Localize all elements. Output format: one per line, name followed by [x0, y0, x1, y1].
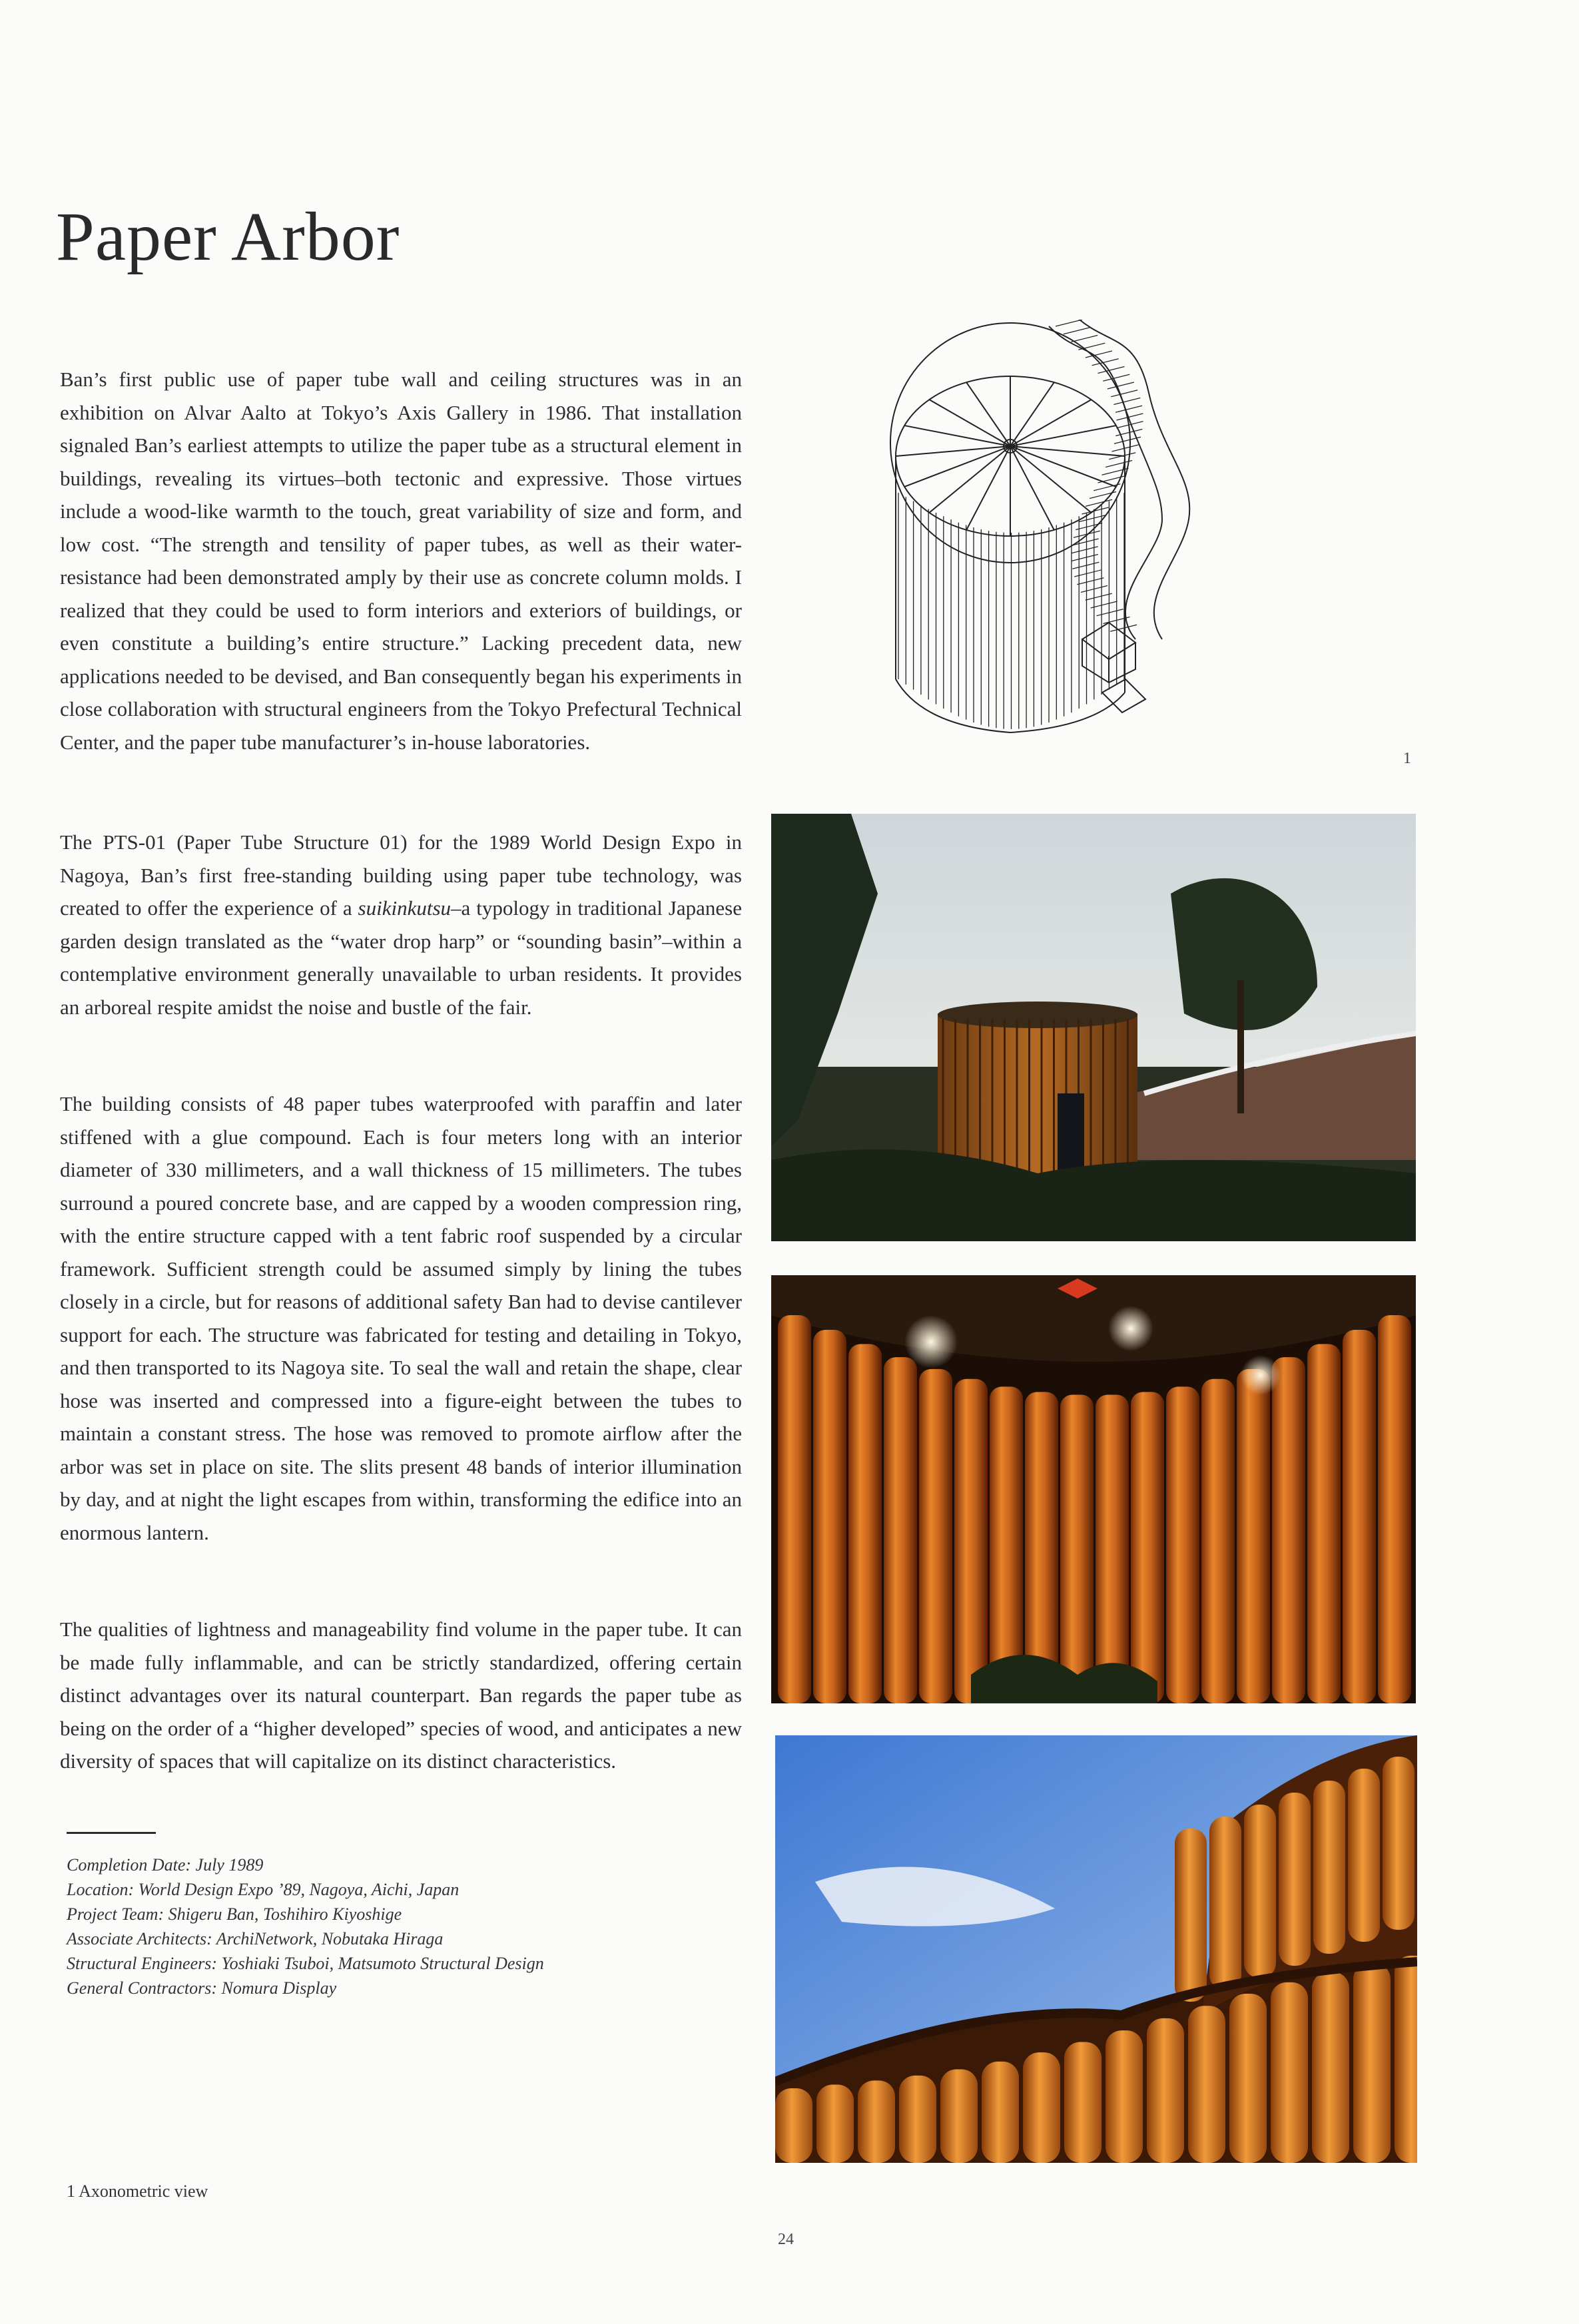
credits-divider: [67, 1832, 156, 1834]
axonometric-drawing: [882, 320, 1309, 779]
figure-caption: 1 Axonometric view: [67, 2181, 208, 2201]
paragraph-text: Ban’s first public use of paper tube wall and ceiling structures was in an exhibition on Alvar Aalto at Tokyo’s Axis Gallery in 1986. That installation signaled Ban’s earliest attempts to utilize the paper tube as a structural element in buildings, revealing its virtues–both tectonic and expressive. Those virtues include a wood-like warmth to the touch, great variability of size and form, and low cost. “The strength and tensility of paper tubes, as well as their water-resistance had been demonstrated amply by their use as concrete column molds. I realized that they could be used to form interiors and exteriors of buildings, or even constitute a building’s entire structure.” Lacking precedent data, new applications needed to be devised, and Ban consequently began his experiments in close collaboration with structural engineers from the Tokyo Prefectural Technical Center, and the paper tube manufacturer’s in-house laboratories.: [60, 368, 742, 754]
body-paragraph-2: [60, 826, 742, 1023]
credit-completion-date: Completion Date: July 1989: [67, 1855, 264, 1875]
photo-tubes-against-sky: [775, 1735, 1417, 2163]
body-paragraph-4: [60, 1613, 742, 1778]
credit-general-contractors: General Contractors: Nomura Display: [67, 1978, 337, 1998]
figure-number: 1: [1403, 750, 1411, 767]
paragraph-text: The PTS-01 (Paper Tube Structure 01) for the 1989 World Design Expo in Nagoya, Ban’s first free-standing building using paper tube technology, was created to offer the experience of a suikinkutsu–a typology in traditional Japanese garden design translated as the “water drop harp” or “sounding basin”–within a contemplative environment generally unavailable to urban residents. It provides an arboreal respite amidst the noise and bustle of the fair.: [60, 830, 742, 1019]
credit-structural-engineers: Structural Engineers: Yoshiaki Tsuboi, Matsumoto Structural Design: [67, 1954, 544, 1973]
page-number: 24: [778, 2231, 794, 2248]
credit-project-team: Project Team: Shigeru Ban, Toshihiro Kiyoshige: [67, 1904, 402, 1924]
paragraph-text: The qualities of lightness and manageability find volume in the paper tube. It can be made fully inflammable, and can be strictly standardized, offering certain distinct advantages over its natural counterpart. Ban regards the paper tube as being on the order of a “higher developed” species of wood, and anticipates a new diversity of spaces that will capitalize on its distinct characteristics.: [60, 1617, 742, 1773]
body-paragraph-1: [60, 363, 742, 758]
credit-associate-architects: Associate Architects: ArchiNetwork, Nobutaka Hiraga: [67, 1929, 444, 1948]
paragraph-text: The building consists of 48 paper tubes waterproofed with paraffin and later stiffened with a glue compound. Each is four meters long with an interior diameter of 330 millimeters, and a wall thickness of 15 millimeters. The tubes surround a poured concrete base, and are capped by a wooden compression ring, with the entire structure capped with a tent fabric roof suspended by a circular framework. Sufficient strength could be assumed simply by lining the tubes closely in a circle, but for reasons of additional safety Ban had to devise cantilever support for each. The structure was fabricated for testing and detailing in Tokyo, and then transported to its Nagoya site. To seal the wall and retain the shape, clear hose was inserted and compressed into a figure-eight between the tubes to maintain a constant stress. The hose was removed to promote airflow after the arbor was set in place on site. The slits present 48 bands of interior illumination by day, and at night the light escapes from within, transforming the edifice into an enormous lantern.: [60, 1092, 742, 1544]
credit-location: Location: World Design Expo ’89, Nagoya, Aichi, Japan: [67, 1880, 460, 1899]
photo-interior-tubes: [771, 1275, 1416, 1703]
page-title: Paper Arbor: [56, 198, 400, 275]
body-paragraph-3: [60, 1087, 742, 1549]
project-credits: [67, 1853, 733, 2000]
photo-exterior-dusk: [771, 814, 1416, 1241]
italic-term: suikinkutsu: [358, 896, 452, 920]
